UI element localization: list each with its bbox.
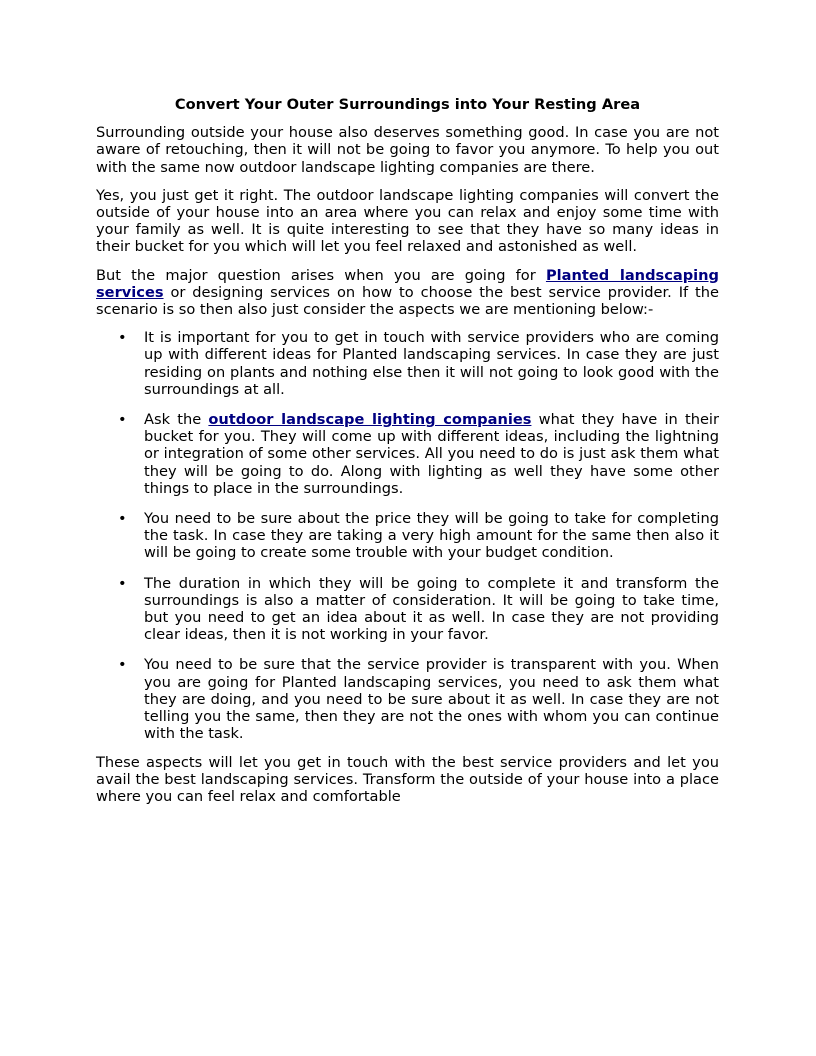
list-item-text: It is important for you to get in touch with service providers who are coming up with different ideas for Planted landscaping services. In case they are just residing on plants and nothing else then it will not going to look good with the surroundings at all. (144, 329, 719, 398)
paragraph-closing: These aspects will let you get in touch with the best service providers and let you avail the best landscaping services. Transform the outside of your house into a place where you can feel relax and comfortable (96, 753, 719, 805)
paragraph-question-text-end: or designing services on how to choose the best service provider. If the scenario is so then also just consider the aspects we are mentioning below:- (96, 283, 719, 319)
paragraph-intro: Surrounding outside your house also deserves something good. In case you are not aware of retouching, then it will not be going to favor you anymore. To help you out with the same now outdoor landscape lighting companies are there. (96, 124, 719, 176)
paragraph-question-text-start: But the major question arises when you are going for (96, 266, 546, 284)
list-item-text: You need to be sure about the price they will be going to take for completing the task. In case they are taking a very high amount for the same then also it will be going to create some trouble with your budget condition. (144, 510, 719, 562)
planted-landscaping-services-link[interactable]: Planted landscaping services (96, 266, 719, 301)
bullet-dot-icon: • (118, 510, 127, 528)
aspects-list (96, 329, 719, 742)
list-item (96, 575, 719, 644)
bullet-dot-icon: • (118, 574, 127, 592)
list-item-text-end: what they have in their bucket for you. They will come up with different ideas, including the lightning or integration of some other services. All you need to do is just ask them what they will be going to do. Along with lighting as well they have some other things to place in the surroundings. (144, 411, 719, 497)
document-title: Convert Your Outer Surroundings into Your Resting Area (174, 96, 641, 113)
list-item-text: You need to be sure that the service provider is transparent with you. When you are going for Planted landscaping services, you need to ask them what they are doing, and you need to be sure about it as well. In case they are not telling you the same, then they are not the ones with whom you can continue with the task. (144, 656, 719, 743)
outdoor-landscape-lighting-companies-link[interactable]: outdoor landscape lighting companies (208, 411, 532, 429)
paragraph-companies: Yes, you just get it right. The outdoor landscape lighting companies will convert the outside of your house into an area where you can relax and enjoy some time with your family as well. It is quite interesting to see that they have so many ideas in their bucket for you which will let you feel relaxed and astonished as well. (96, 186, 719, 256)
list-item (96, 411, 719, 497)
bullet-dot-icon: • (118, 329, 127, 347)
bullet-dot-icon: • (118, 656, 127, 674)
document-page (96, 96, 719, 816)
list-item-text-start: Ask the (144, 411, 209, 429)
list-item (96, 656, 719, 742)
list-item (96, 510, 719, 562)
list-item-text: The duration in which they will be going to complete it and transform the surroundings is also a matter of consideration. It will be going to take time, but you need to get an idea about it as well. In case they are not providing clear ideas, then it is not working in your favor. (144, 574, 719, 644)
list-item (96, 329, 719, 398)
bullet-dot-icon: • (118, 411, 127, 429)
paragraph-question (96, 267, 719, 319)
